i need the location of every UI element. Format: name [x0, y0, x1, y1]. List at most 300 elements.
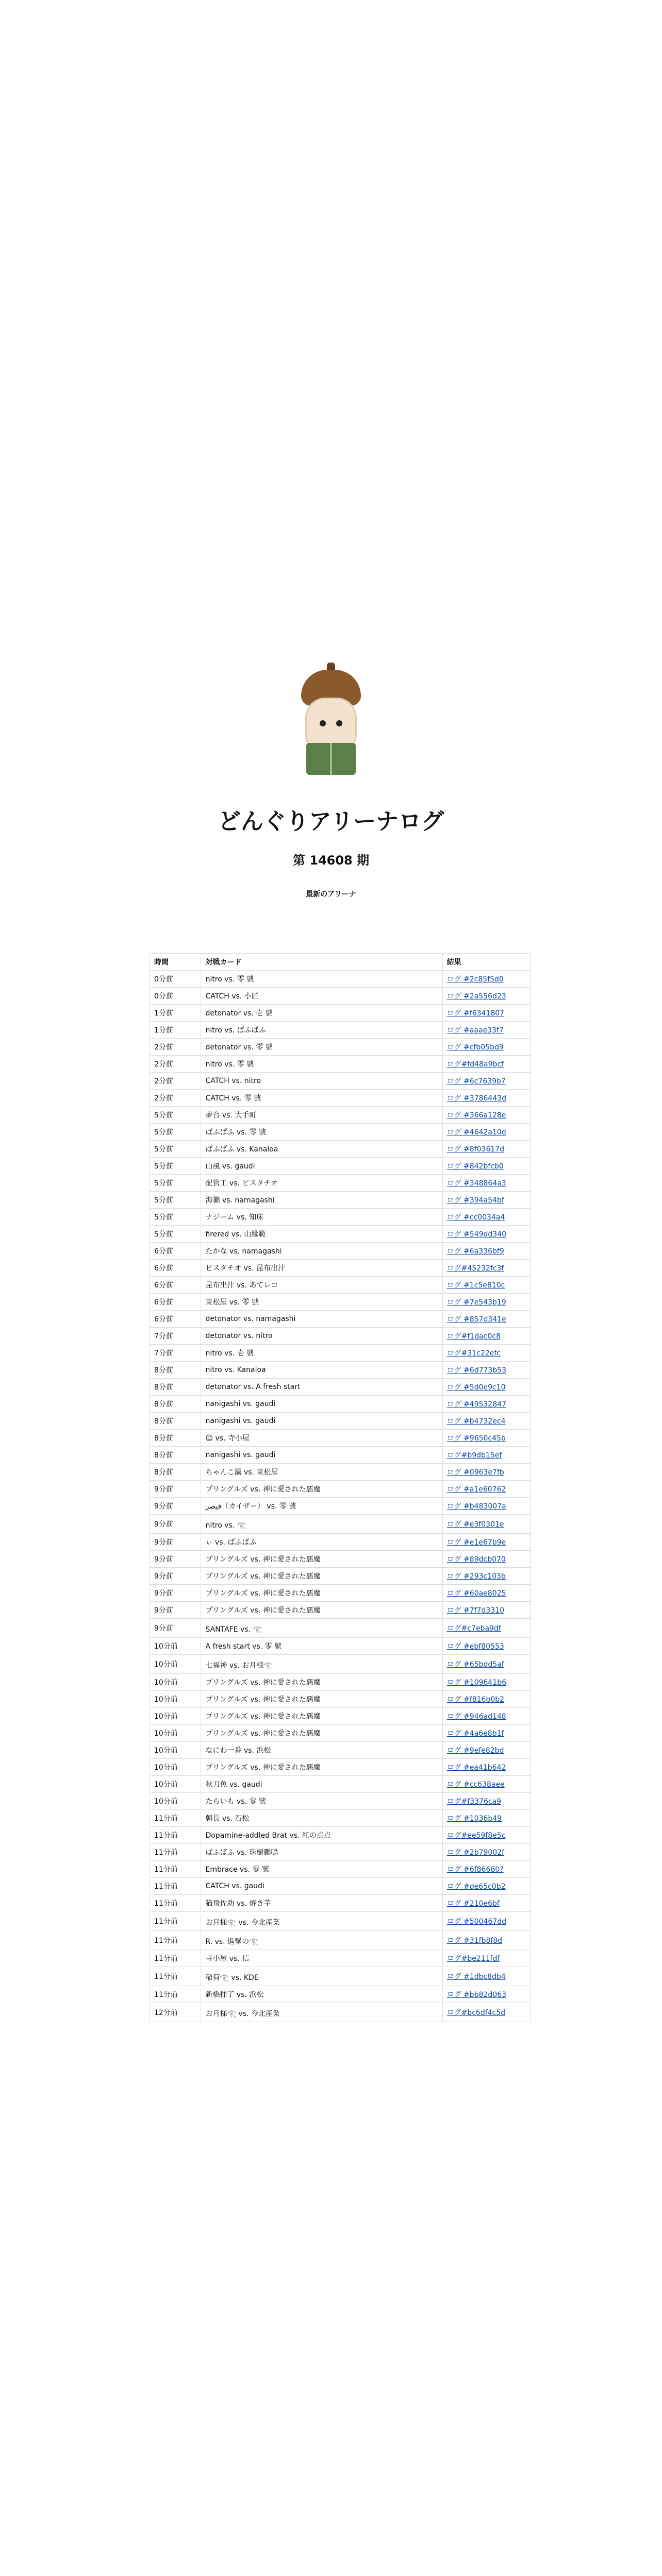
log-link[interactable]: ログ #6f86680? — [446, 1866, 504, 1874]
result-cell — [442, 1759, 531, 1776]
log-link[interactable]: ログ #9650c45b — [446, 1434, 506, 1443]
match-card-cell: なにわ一番 vs. 浜松 — [201, 1742, 442, 1759]
log-link[interactable]: ログ #842bfcb0 — [446, 1162, 504, 1171]
time-cell: 9分前 — [150, 1568, 201, 1585]
result-cell — [442, 1515, 531, 1534]
table-row — [150, 1861, 531, 1878]
match-card-cell: プリングルズ vs. 神に愛された悪魔 — [201, 1568, 442, 1585]
table-row — [150, 1209, 531, 1226]
log-link[interactable]: ログ #5d0e9c10 — [446, 1383, 506, 1392]
log-link[interactable]: ログ#b9db15ef — [446, 1451, 502, 1460]
result-cell — [442, 988, 531, 1005]
table-row — [150, 1192, 531, 1209]
log-link[interactable]: ログ#31c22efc — [446, 1349, 501, 1358]
result-cell — [442, 1277, 531, 1294]
table-row — [150, 1226, 531, 1243]
time-cell: 8分前 — [150, 1430, 201, 1447]
match-card-cell: 海獺 vs. namagashi — [201, 1192, 442, 1209]
table-row — [150, 1430, 531, 1447]
time-cell: 9分前 — [150, 1534, 201, 1551]
time-cell: 9分前 — [150, 1481, 201, 1498]
table-row — [150, 1759, 531, 1776]
result-cell — [442, 1638, 531, 1655]
log-link[interactable]: ログ #0963e7fb — [446, 1468, 504, 1477]
match-card-cell: 七福神 vs. お月様𓂀 — [201, 1655, 442, 1674]
table-row — [150, 1260, 531, 1277]
match-card-cell: ぃ vs. ぱふぱふ — [201, 1534, 442, 1551]
result-cell — [442, 1844, 531, 1861]
match-card-cell: プリングルズ vs. 神に愛された悪魔 — [201, 1691, 442, 1708]
time-cell: 5分前 — [150, 1209, 201, 1226]
match-card-cell: ぱふぱふ vs. Kanaloa — [201, 1141, 442, 1158]
result-cell — [442, 1107, 531, 1124]
time-cell: 10分前 — [150, 1725, 201, 1742]
result-cell — [442, 1294, 531, 1311]
mascot-eye-left — [320, 720, 326, 726]
table-row — [150, 1602, 531, 1619]
log-link[interactable]: ログ #549dd340 — [446, 1230, 507, 1239]
result-cell — [442, 1619, 531, 1638]
time-cell: 0分前 — [150, 971, 201, 988]
table-header-row — [150, 954, 531, 971]
time-cell: 11分前 — [150, 1950, 201, 1967]
time-cell: 10分前 — [150, 1655, 201, 1674]
result-cell — [442, 1056, 531, 1073]
time-cell: 11分前 — [150, 1827, 201, 1844]
log-link[interactable]: ログ #1c5e810c — [446, 1281, 505, 1290]
table-row — [150, 1039, 531, 1056]
log-link[interactable]: ログ #1dbc8db4 — [446, 1973, 506, 1981]
table-row — [150, 1776, 531, 1793]
time-cell: 1分前 — [150, 1005, 201, 1022]
log-link[interactable]: ログ #4a6e8b1f — [446, 1730, 504, 1738]
book-icon — [306, 743, 356, 775]
match-card-cell: nitro vs. 零 號 — [201, 1056, 442, 1073]
table-row — [150, 1655, 531, 1674]
log-link[interactable]: ログ #ebf80553 — [446, 1642, 504, 1651]
result-cell — [442, 1345, 531, 1362]
result-cell — [442, 1742, 531, 1759]
table-row — [150, 1447, 531, 1464]
table-row — [150, 2003, 531, 2022]
time-cell: 10分前 — [150, 1691, 201, 1708]
log-link[interactable]: ログ #2b79002f — [446, 1849, 505, 1857]
match-card-cell: nitro vs. Kanaloa — [201, 1362, 442, 1379]
result-cell — [442, 1464, 531, 1481]
match-card-cell: 秋刀魚 vs. gaudi — [201, 1776, 442, 1793]
result-cell — [442, 1022, 531, 1039]
result-cell — [442, 1073, 531, 1090]
time-cell: 9分前 — [150, 1619, 201, 1638]
time-cell: 5分前 — [150, 1107, 201, 1124]
page-title: どんぐりアリーナログ — [218, 808, 444, 835]
result-cell — [442, 1413, 531, 1430]
match-card-cell: 稲荷𓂀 vs. KDE — [201, 1967, 442, 1986]
result-cell — [442, 1430, 531, 1447]
result-cell — [442, 1175, 531, 1192]
log-link[interactable]: ログ #394a54bf — [446, 1196, 504, 1205]
time-cell: 10分前 — [150, 1759, 201, 1776]
table-row — [150, 1498, 531, 1515]
log-link[interactable]: ログ #210e6bf — [446, 1900, 500, 1908]
match-card-cell: nitro vs. 零 號 — [201, 971, 442, 988]
table-row — [150, 1464, 531, 1481]
table-row — [150, 1568, 531, 1585]
match-card-cell: CATCH vs. 小匠 — [201, 988, 442, 1005]
table-row — [150, 1158, 531, 1175]
time-cell: 9分前 — [150, 1515, 201, 1534]
log-link[interactable]: ログ #cc638aee — [446, 1781, 505, 1789]
time-cell: 1分前 — [150, 1022, 201, 1039]
time-cell: 5分前 — [150, 1175, 201, 1192]
result-cell — [442, 1895, 531, 1912]
time-cell: 10分前 — [150, 1776, 201, 1793]
table-row — [150, 1379, 531, 1396]
table-row — [150, 1056, 531, 1073]
log-link[interactable]: ログ #89dcb070 — [446, 1555, 506, 1564]
time-cell: 7分前 — [150, 1345, 201, 1362]
match-card-cell: nanigashi vs. gaudi — [201, 1413, 442, 1430]
result-cell — [442, 1243, 531, 1260]
log-link[interactable]: ログ #2a556d23 — [446, 992, 506, 1001]
table-row — [150, 1396, 531, 1413]
log-link[interactable]: ログ #65bdd5af — [446, 1660, 504, 1669]
table-row — [150, 1345, 531, 1362]
match-card-cell: ☺ vs. 寺小屋 — [201, 1430, 442, 1447]
match-card-cell: プリングルズ vs. 神に愛された悪魔 — [201, 1725, 442, 1742]
result-cell — [442, 1534, 531, 1551]
arena-log-table-wrap — [150, 953, 531, 2022]
match-card-cell: detonator vs. 壱 號 — [201, 1005, 442, 1022]
log-link[interactable]: ログ #cfb05bd9 — [446, 1043, 504, 1052]
latest-arena-label: 最新のアリーナ — [306, 890, 356, 899]
time-cell: 10分前 — [150, 1638, 201, 1655]
log-link[interactable]: ログ #6a336bf9 — [446, 1247, 504, 1256]
match-card-cell: firered vs. 山縁範 — [201, 1226, 442, 1243]
time-cell: 8分前 — [150, 1464, 201, 1481]
result-cell — [442, 1725, 531, 1742]
table-row — [150, 1413, 531, 1430]
table-row — [150, 1515, 531, 1534]
result-cell — [442, 1362, 531, 1379]
log-link[interactable]: ログ#bc6df4c5d — [446, 2009, 506, 2017]
match-card-cell: ピスタチオ vs. 昆布出汁 — [201, 1260, 442, 1277]
log-link[interactable]: ログ #ea41b642 — [446, 1764, 506, 1772]
result-cell — [442, 1950, 531, 1967]
result-cell — [442, 1209, 531, 1226]
time-cell: 5分前 — [150, 1124, 201, 1141]
log-link[interactable]: ログ #e1e67b9e — [446, 1538, 506, 1547]
log-link[interactable]: ログ #f6341807 — [446, 1009, 505, 1018]
log-link[interactable]: ログ #500467dd — [446, 1918, 507, 1926]
result-cell — [442, 1481, 531, 1498]
log-link[interactable]: ログ #a1e60762 — [446, 1485, 506, 1494]
result-cell — [442, 1141, 531, 1158]
result-cell — [442, 1585, 531, 1602]
time-cell: 11分前 — [150, 1810, 201, 1827]
table-row — [150, 1328, 531, 1345]
result-cell — [442, 1226, 531, 1243]
match-card-cell: 猫飛佐助 vs. 焼き芋 — [201, 1895, 442, 1912]
result-cell — [442, 1158, 531, 1175]
match-card-cell: 新橋揮了 vs. 浜松 — [201, 1986, 442, 2003]
match-card-cell: 昆布出汁 vs. あてレコ — [201, 1277, 442, 1294]
time-cell: 5分前 — [150, 1192, 201, 1209]
table-row — [150, 1277, 531, 1294]
table-row — [150, 1931, 531, 1950]
log-link[interactable]: ログ #aaae33f7 — [446, 1026, 504, 1035]
log-link[interactable]: ログ#f1dac0c8 — [446, 1332, 501, 1341]
log-link[interactable]: ログ #6d773b53 — [446, 1366, 507, 1375]
time-cell: 11分前 — [150, 1895, 201, 1912]
table-row — [150, 971, 531, 988]
match-card-cell: お月様𓂀 vs. 今北産業 — [201, 2003, 442, 2022]
log-link[interactable]: ログ#ee59f8e5c — [446, 1832, 506, 1840]
log-link[interactable]: ログ #7f7d3310 — [446, 1606, 505, 1615]
time-cell: 11分前 — [150, 1912, 201, 1931]
table-row — [150, 1950, 531, 1967]
acorn-mascot-icon — [274, 670, 388, 793]
match-card-cell: 夢台 vs. 大手町 — [201, 1107, 442, 1124]
table-row — [150, 1090, 531, 1107]
result-cell — [442, 1447, 531, 1464]
time-cell: 9分前 — [150, 1602, 201, 1619]
time-cell: 8分前 — [150, 1362, 201, 1379]
hero — [0, 670, 662, 899]
match-card-cell: 配管工 vs. ピスタチオ — [201, 1175, 442, 1192]
table-row — [150, 1141, 531, 1158]
result-cell — [442, 1931, 531, 1950]
table-row — [150, 1534, 531, 1551]
result-cell — [442, 1655, 531, 1674]
result-cell — [442, 1793, 531, 1810]
log-link[interactable]: ログ #6c7639b7 — [446, 1077, 506, 1086]
result-cell — [442, 1776, 531, 1793]
match-card-cell: プリングルズ vs. 神に愛された悪魔 — [201, 1585, 442, 1602]
match-card-cell: 寺小屋 vs. 信 — [201, 1950, 442, 1967]
log-link[interactable]: ログ#c7eba9df — [446, 1624, 501, 1633]
table-row — [150, 1022, 531, 1039]
log-link[interactable]: ログ#f3376ca9 — [446, 1798, 502, 1806]
match-card-cell: たかな vs. namagashi — [201, 1243, 442, 1260]
table-row — [150, 1827, 531, 1844]
header-card: 対戦カード — [201, 954, 442, 971]
match-card-cell: A fresh start vs. 零 號 — [201, 1638, 442, 1655]
result-cell — [442, 1967, 531, 1986]
time-cell: 6分前 — [150, 1311, 201, 1328]
match-card-cell: detonator vs. A fresh start — [201, 1379, 442, 1396]
time-cell: 11分前 — [150, 1878, 201, 1895]
table-row — [150, 1912, 531, 1931]
match-card-cell: R. vs. 進撃の𓂀 — [201, 1931, 442, 1950]
table-row — [150, 1124, 531, 1141]
match-card-cell: プリングルズ vs. 神に愛された悪魔 — [201, 1759, 442, 1776]
result-cell — [442, 1986, 531, 2003]
arena-log-table — [150, 953, 531, 2022]
issue-number: 第 14608 期 — [292, 853, 370, 868]
log-link[interactable]: ログ #31fb8f8d — [446, 1937, 503, 1945]
time-cell: 11分前 — [150, 1844, 201, 1861]
time-cell: 10分前 — [150, 1674, 201, 1691]
table-row — [150, 1638, 531, 1655]
log-link[interactable]: ログ #1036b49 — [446, 1815, 502, 1823]
match-card-cell: ぱふぱふ vs. 零 號 — [201, 1124, 442, 1141]
time-cell: 8分前 — [150, 1413, 201, 1430]
log-link[interactable]: ログ #348864a3 — [446, 1179, 506, 1188]
time-cell: 6分前 — [150, 1243, 201, 1260]
table-row — [150, 1986, 531, 2003]
result-cell — [442, 1039, 531, 1056]
match-card-cell: nitro vs. 𓂀 — [201, 1515, 442, 1534]
match-card-cell: CATCH vs. gaudi — [201, 1878, 442, 1895]
log-link[interactable]: ログ #109641b6 — [446, 1679, 507, 1687]
match-card-cell: قیصر（カイザー） vs. 零 號 — [201, 1498, 442, 1515]
result-cell — [442, 1005, 531, 1022]
log-link[interactable]: ログ#45232fc3f — [446, 1264, 504, 1273]
header-result: 結果 — [442, 954, 531, 971]
table-row — [150, 1895, 531, 1912]
table-row — [150, 1708, 531, 1725]
time-cell: 12分前 — [150, 2003, 201, 2022]
log-link[interactable]: ログ #946ad148 — [446, 1713, 506, 1721]
match-card-cell: たらいも vs. 零 號 — [201, 1793, 442, 1810]
table-row — [150, 1878, 531, 1895]
match-card-cell: プリングルズ vs. 神に愛された悪魔 — [201, 1481, 442, 1498]
table-row — [150, 1005, 531, 1022]
table-row — [150, 988, 531, 1005]
match-card-cell: プリングルズ vs. 神に愛された悪魔 — [201, 1708, 442, 1725]
time-cell: 11分前 — [150, 1931, 201, 1950]
log-link[interactable]: ログ #4642a10d — [446, 1128, 506, 1137]
time-cell: 10分前 — [150, 1708, 201, 1725]
table-row — [150, 1362, 531, 1379]
table-row — [150, 1311, 531, 1328]
time-cell: 11分前 — [150, 1861, 201, 1878]
log-link[interactable]: ログ #9efe82bd — [446, 1747, 504, 1755]
match-card-cell: nitro vs. ぱふぱふ — [201, 1022, 442, 1039]
log-link[interactable]: ログ #49532847 — [446, 1400, 507, 1409]
time-cell: 8分前 — [150, 1396, 201, 1413]
log-link[interactable]: ログ #f816b0b2 — [446, 1696, 505, 1704]
table-row — [150, 1619, 531, 1638]
mascot-eye-right — [336, 720, 342, 726]
time-cell: 11分前 — [150, 1967, 201, 1986]
table-row — [150, 1175, 531, 1192]
log-link[interactable]: ログ #60ae8025 — [446, 1589, 506, 1598]
log-link[interactable]: ログ#fd48a9bcf — [446, 1060, 504, 1069]
match-card-cell: 東松屋 vs. 零 號 — [201, 1294, 442, 1311]
result-cell — [442, 1379, 531, 1396]
log-link[interactable]: ログ #8f03617d — [446, 1145, 505, 1154]
match-card-cell: nanigashi vs. gaudi — [201, 1447, 442, 1464]
result-cell — [442, 1192, 531, 1209]
log-link[interactable]: ログ #3786443d — [446, 1094, 507, 1103]
match-card-cell: nitro vs. 壱 號 — [201, 1345, 442, 1362]
log-link[interactable]: ログ #857d341e — [446, 1315, 506, 1324]
time-cell: 2分前 — [150, 1073, 201, 1090]
log-link[interactable]: ログ #bb82d063 — [446, 1991, 506, 1999]
result-cell — [442, 1674, 531, 1691]
time-cell: 0分前 — [150, 988, 201, 1005]
match-card-cell: detonator vs. namagashi — [201, 1311, 442, 1328]
time-cell: 6分前 — [150, 1277, 201, 1294]
result-cell — [442, 1328, 531, 1345]
log-link[interactable]: ログ #b4732ec4 — [446, 1417, 506, 1426]
table-row — [150, 1551, 531, 1568]
result-cell — [442, 1551, 531, 1568]
table-row — [150, 1107, 531, 1124]
result-cell — [442, 1810, 531, 1827]
result-cell — [442, 1260, 531, 1277]
match-card-cell: CATCH vs. 零 號 — [201, 1090, 442, 1107]
time-cell: 2分前 — [150, 1090, 201, 1107]
table-body — [150, 971, 531, 2022]
match-card-cell: お月様𓂀 vs. 今北産業 — [201, 1912, 442, 1931]
log-link[interactable]: ログ #2c85f5d0 — [446, 975, 504, 984]
table-row — [150, 1481, 531, 1498]
result-cell — [442, 1311, 531, 1328]
match-card-cell: プリングルズ vs. 神に愛された悪魔 — [201, 1602, 442, 1619]
time-cell: 9分前 — [150, 1498, 201, 1515]
time-cell: 6分前 — [150, 1260, 201, 1277]
time-cell: 8分前 — [150, 1379, 201, 1396]
time-cell: 9分前 — [150, 1551, 201, 1568]
log-link[interactable]: ログ#be211fdf — [446, 1955, 500, 1963]
time-cell: 10分前 — [150, 1742, 201, 1759]
log-link[interactable]: ログ #293c103b — [446, 1572, 506, 1581]
table-row — [150, 1294, 531, 1311]
time-cell: 8分前 — [150, 1447, 201, 1464]
table-row — [150, 1585, 531, 1602]
result-cell — [442, 2003, 531, 2022]
time-cell: 10分前 — [150, 1793, 201, 1810]
time-cell: 5分前 — [150, 1141, 201, 1158]
match-card-cell: nanigashi vs. gaudi — [201, 1396, 442, 1413]
table-row — [150, 1691, 531, 1708]
header-time: 時間 — [150, 954, 201, 971]
result-cell — [442, 1827, 531, 1844]
time-cell: 6分前 — [150, 1294, 201, 1311]
result-cell — [442, 971, 531, 988]
table-row — [150, 1674, 531, 1691]
table-row — [150, 1725, 531, 1742]
result-cell — [442, 1708, 531, 1725]
log-link[interactable]: ログ #7e543b19 — [446, 1298, 506, 1307]
match-card-cell: ぱふぱふ vs. 珠樹鵬鳴 — [201, 1844, 442, 1861]
match-card-cell: ちゃんこ鍋 vs. 東松屋 — [201, 1464, 442, 1481]
log-link[interactable]: ログ #e3f0301e — [446, 1520, 504, 1529]
table-row — [150, 1810, 531, 1827]
log-link[interactable]: ログ #cc0034a4 — [446, 1213, 505, 1222]
match-card-cell: 山風 vs. gaudi — [201, 1158, 442, 1175]
table-row — [150, 1844, 531, 1861]
table-row — [150, 1243, 531, 1260]
result-cell — [442, 1691, 531, 1708]
match-card-cell: Embrace vs. 零 號 — [201, 1861, 442, 1878]
time-cell: 9分前 — [150, 1585, 201, 1602]
time-cell: 5分前 — [150, 1158, 201, 1175]
table-row — [150, 1967, 531, 1986]
log-link[interactable]: ログ #de65c0b2 — [446, 1883, 506, 1891]
result-cell — [442, 1396, 531, 1413]
match-card-cell: Dopamine-addled Brat vs. 紅の点点 — [201, 1827, 442, 1844]
table-row — [150, 1073, 531, 1090]
log-link[interactable]: ログ #366a128e — [446, 1111, 506, 1120]
result-cell — [442, 1124, 531, 1141]
result-cell — [442, 1602, 531, 1619]
match-card-cell: CATCH vs. nitro — [201, 1073, 442, 1090]
log-link[interactable]: ログ #b483007a — [446, 1502, 506, 1511]
